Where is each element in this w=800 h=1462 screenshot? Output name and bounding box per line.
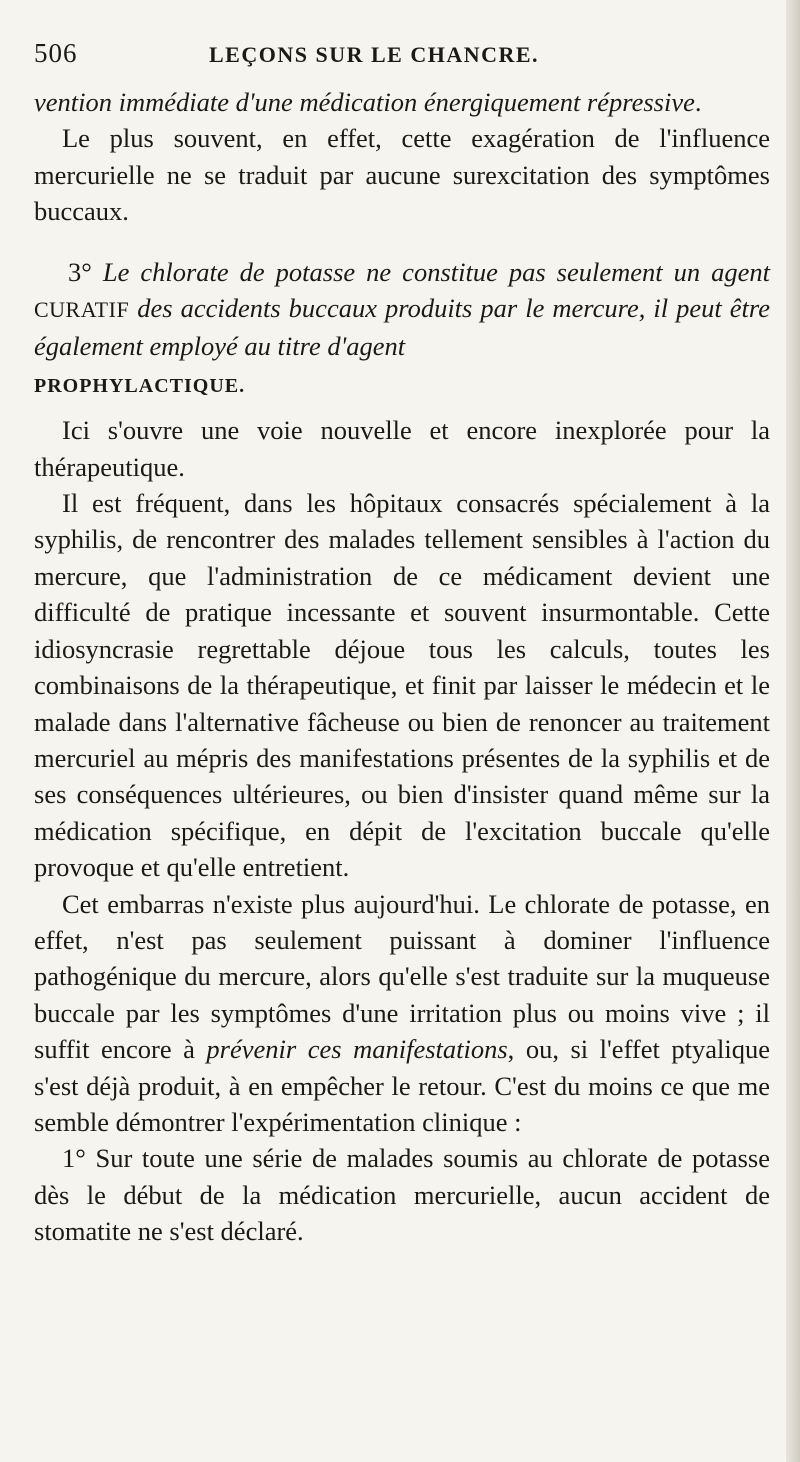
emphasis-prophylactique: PROPHYLACTIQUE. <box>34 374 246 397</box>
paragraph-serie-malades: 1° Sur toute une série de malades soumis au chlorate de potasse dès le début de la médication mercurielle, aucun accident de stomatite ne s'est déclaré. <box>34 1143 770 1247</box>
proposition-number: 3° <box>68 256 92 287</box>
running-header <box>34 38 770 82</box>
italic-prevenir: prévenir ces manifestations <box>206 1034 508 1065</box>
paragraph-embarras <box>34 886 770 1141</box>
paragraph-proposition-3 <box>34 254 770 405</box>
paragraph-hopitaux: Il est fréquent, dans les hôpitaux consacrés spécialement à la syphilis, de rencontrer des malades tellement sensibles à l'action du mercure, que l'administration de ce médicament devient une difficulté de pratique incessante et souvent insurmontable. Cette idiosyncrasie regrettable déjoue tous les calculs, toutes les combinaisons de la thérapeutique, et finit par laisser le médecin et le malade dans l'alternative fâcheuse ou bien de renoncer au traitement mercuriel au mépris des manifestations présentes de la syphilis et de ses conséquences ultérieures, ou bien d'insister quand même sur la médication spécifique, en dépit de l'excitation buccale qu'elle provoque et qu'elle entretient. <box>34 488 770 883</box>
paragraph-embarras-a: Cet embarras n'existe plus aujourd'hui. Le chlorate de potasse, en effet, n'est pas seulement puissant à dominer l'influence pathogénique du mercure, alors qu'elle s'est traduite sur la muqueuse buccale par les symptômes d'une irritation plus ou moins vive ; il suffit encore à <box>34 888 770 1065</box>
paragraph-influence: Le plus souvent, en effet, cette exagération de l'influence mercurielle ne se traduit par aucune surexcitation des symptômes buccaux. <box>34 123 770 227</box>
paragraph-continuation <box>34 84 770 120</box>
proposition-text-b: des accidents buccaux produits par le mercure, il peut être également employé au titre d'agent <box>34 293 770 362</box>
italic-text: vention immédiate d'une médication énergiquement répressive <box>34 87 695 117</box>
paragraph-embarras-b: , ou, si l'effet ptyalique s'est déjà produit, à en empêcher le retour. C'est du moins ce que me semble démontrer l'expérimentation clinique : <box>34 1034 771 1137</box>
page-number: 506 <box>34 38 78 68</box>
emphasis-curatif: CURATIF <box>34 297 130 323</box>
running-title: LEÇONS SUR LE CHANCRE. <box>209 42 540 67</box>
paragraph-voie-nouvelle: Ici s'ouvre une voie nouvelle et encore inexplorée pour la thérapeutique. <box>34 415 770 482</box>
proposition-text-a: Le chlorate de potasse ne constitue pas seulement un agent <box>102 256 770 287</box>
paragraph-end: . <box>694 87 702 117</box>
page-edge-shadow <box>786 0 800 1462</box>
